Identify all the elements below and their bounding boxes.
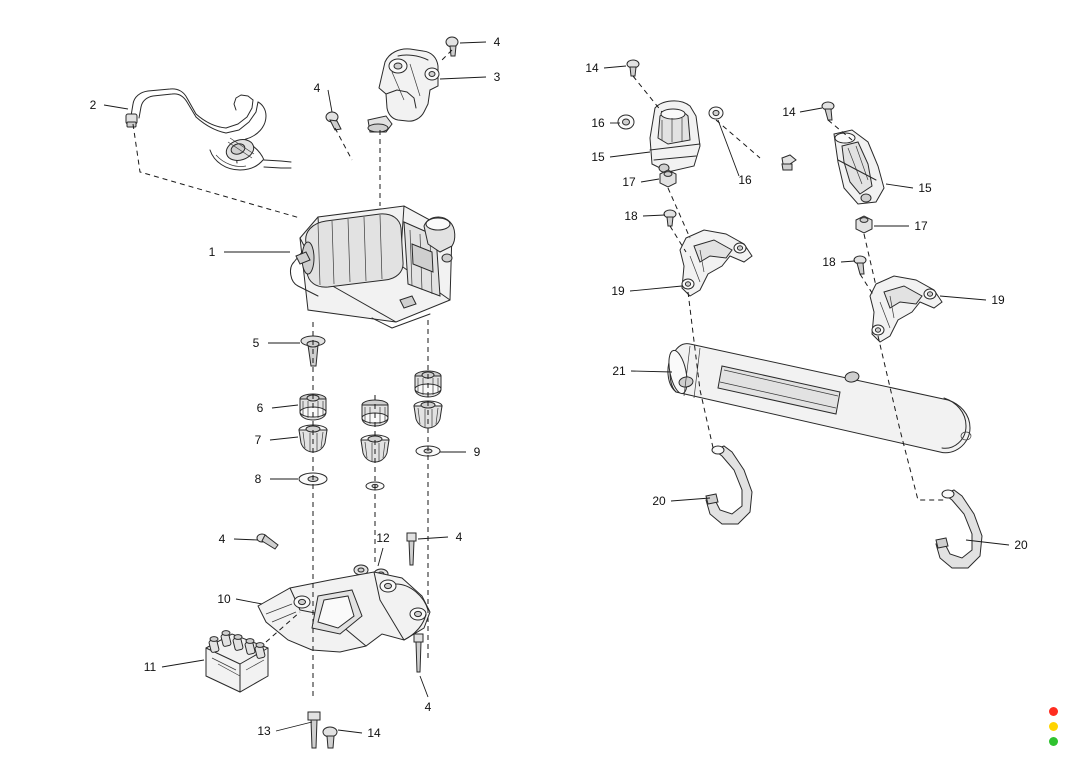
callout-18a: 18	[624, 209, 638, 223]
part-bolt-strap-left	[664, 210, 676, 226]
callout-10: 10	[217, 592, 231, 606]
callout-16b: 16	[738, 173, 752, 187]
callout-20a: 20	[652, 494, 666, 508]
assembly-line-18b	[860, 274, 874, 296]
callout-15b: 15	[918, 181, 932, 195]
callout-5: 5	[252, 336, 260, 350]
callout-18b: 18	[822, 255, 836, 269]
part-bushing-lower-2	[361, 435, 389, 462]
callout-1: 1	[208, 245, 216, 259]
part-compressor	[291, 206, 455, 328]
part-strap-bracket-right	[870, 276, 942, 342]
callout-13: 13	[257, 724, 271, 738]
callout-16a: 16	[591, 116, 605, 130]
status-dot-green	[1049, 737, 1058, 746]
part-bolt-left-mid	[257, 534, 278, 549]
callout-8: 8	[254, 472, 262, 486]
callout-19a: 19	[611, 284, 625, 298]
callout-14b: 14	[585, 61, 599, 75]
part-bolt-top	[446, 37, 458, 56]
part-reservoir-tank	[666, 344, 971, 453]
callout-19b: 19	[991, 293, 1005, 307]
part-bolt-right-low	[414, 634, 423, 672]
callout-17a: 17	[622, 175, 636, 189]
callout-12: 12	[376, 531, 390, 545]
assembly-line-16b	[716, 120, 760, 158]
part-nut-left	[660, 170, 676, 187]
callout-7: 7	[254, 433, 262, 447]
status-dot-red	[1049, 707, 1058, 716]
callout-6: 6	[256, 401, 264, 415]
status-legend	[1049, 707, 1058, 746]
part-bolt-bracket	[326, 112, 341, 130]
callout-17b: 17	[914, 219, 928, 233]
callout-4d: 4	[455, 530, 463, 544]
part-bolt-res-3	[782, 155, 796, 170]
part-bolt-res-2	[822, 102, 834, 120]
part-bushing-lower	[299, 425, 327, 452]
part-reservoir-bracket-left	[650, 101, 700, 172]
part-grommet-left	[618, 115, 634, 129]
callout-4e: 4	[424, 700, 432, 714]
status-dot-yellow	[1049, 722, 1058, 731]
assembly-line-4a	[440, 50, 452, 62]
part-bolt-strap-right	[854, 256, 866, 274]
part-bolt-long-lower	[308, 712, 320, 748]
part-bolt-short-bottom	[323, 727, 337, 748]
callout-14a: 14	[367, 726, 381, 740]
callout-4c: 4	[218, 532, 226, 546]
part-reservoir-bracket-right	[834, 130, 884, 204]
part-valve-block	[206, 631, 268, 692]
assembly-line-2	[133, 124, 300, 218]
callout-3: 3	[493, 70, 501, 84]
part-upper-bracket	[368, 49, 439, 132]
callout-21: 21	[612, 364, 626, 378]
callout-2: 2	[89, 98, 97, 112]
callout-9: 9	[473, 445, 481, 459]
callout-15a: 15	[591, 150, 605, 164]
part-bolt-res-1	[627, 60, 639, 76]
callout-14c: 14	[782, 105, 796, 119]
part-strap-bracket-left	[680, 230, 752, 296]
part-strap-left	[706, 446, 752, 524]
part-bolt-right-mid	[407, 533, 416, 565]
part-mount-bracket	[258, 572, 430, 652]
callout-4b: 4	[313, 81, 321, 95]
callout-20b: 20	[1014, 538, 1028, 552]
callout-11: 11	[143, 660, 157, 674]
part-grommet-mid	[709, 107, 723, 119]
part-nut-right	[856, 216, 872, 233]
assembly-line-14b	[633, 76, 662, 112]
part-air-line	[126, 89, 291, 170]
callout-4a: 4	[493, 35, 501, 49]
assembly-line-4b	[335, 128, 352, 160]
part-strap-right	[936, 490, 982, 568]
